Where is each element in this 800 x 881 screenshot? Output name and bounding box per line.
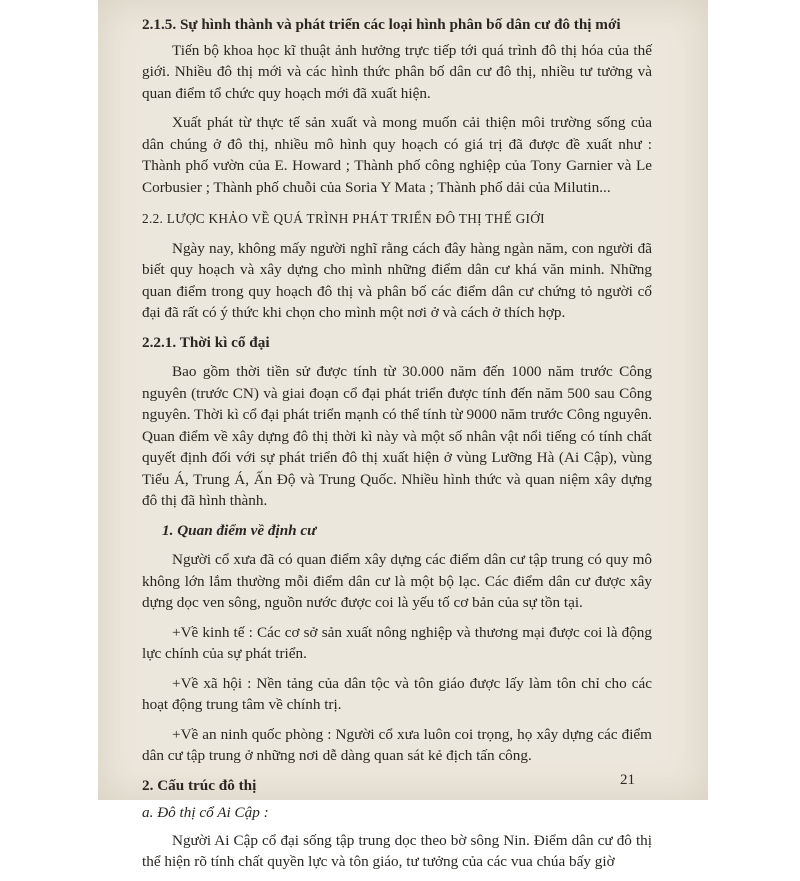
paragraph: +Về xã hội : Nền tảng của dân tộc và tôn giáo được lấy làm tôn chỉ cho các hoạt động trung tâm về chính trị. xyxy=(142,674,652,713)
section-heading-2-2: 2.2. LƯỢC KHẢO VỀ QUÁ TRÌNH PHÁT TRIỂN ĐÔ THỊ THẾ GIỚI xyxy=(142,211,545,226)
paragraph: +Về kinh tế : Các cơ sở sản xuất nông nghiệp và thương mại được coi là động lực chính của sự phát triển. xyxy=(142,623,652,662)
paragraph: Người Ai Cập cổ đại sống tập trung dọc theo bờ sông Nin. Điểm dân cư đô thị thể hiện rõ tính chất quyền lực và tôn giáo, tư tưởng của các vua chúa bấy giờ xyxy=(142,831,652,870)
paragraph: Bao gồm thời tiền sử được tính từ 30.000 năm đến 1000 năm trước Công nguyên (trước CN) và giai đoạn cổ đại phát triển được tính đến năm 500 sau Công nguyên. Thời kì cổ đại phát triển mạnh có thể tính từ 9000 năm trước Công nguyên. Quan điểm về xây dựng đô thị thời kì này và một số nhân vật nổi tiếng có tính chất quyết định đối với sự phát triển đô thị xuất hiện ở vùng Lưỡng Hà (Ai Cập), vùng Tiểu Á, Trung Á, Ấn Độ và Trung Quốc. Nhiều hình thức và quan niệm xây dựng đô thị đã hình thành. xyxy=(142,363,652,509)
page-number: 21 xyxy=(620,772,635,788)
subheading-quan-diem: 1. Quan điểm về định cư xyxy=(162,521,317,539)
section-heading-2-1-5: 2.1.5. Sự hình thành và phát triển các loại hình phân bố dân cư đô thị mới xyxy=(142,16,621,33)
paragraph: Người cổ xưa đã có quan điểm xây dựng các điểm dân cư tập trung có quy mô không lớn lắm thường mỗi điểm dân cư là một bộ lạc. Các điểm dân cư được xây dựng dọc ven sông, nguồn nước được coi là yếu tố cơ bản của sự tồn tại. xyxy=(142,551,652,611)
paragraph: Tiến bộ khoa học kĩ thuật ảnh hưởng trực tiếp tới quá trình đô thị hóa của thế giới. Nhiều đô thị mới và các hình thức phân bố dân cư đô thị, nhiều tư tưởng và quan điểm tổ chức quy hoạch mới đã xuất hiện. xyxy=(142,41,652,102)
page-content xyxy=(142,14,652,881)
paragraph: Xuất phát từ thực tế sản xuất và mong muốn cải thiện môi trường sống của dân chúng ở đô thị, nhiều mô hình quy hoạch có giá trị đã được đề xuất như : Thành phố vườn của E. Howard ; Thành phố công nghiệp của Tony Garnier và Le Corbusier ; Thành phố chuỗi của Soria Y Mata ; Thành phố dải của Milutin... xyxy=(142,114,652,196)
subheading-cau-truc: 2. Cấu trúc đô thị xyxy=(142,776,257,794)
subheading-ai-cap: a. Đô thị cổ Ai Cập : xyxy=(142,804,269,821)
paragraph: Ngày nay, không mấy người nghĩ rằng cách đây hàng ngàn năm, con người đã biết quy hoạch và xây dựng cho mình những điểm dân cư khá văn minh. Những quan điểm trong quy hoạch đô thị và phân bố các điểm dân cư chứng tỏ người cổ đại đã rất có ý thức khi chọn cho mình một nơi ở và cách ở thích hợp. xyxy=(142,239,652,321)
subsection-heading-2-2-1: 2.2.1. Thời kì cổ đại xyxy=(142,333,270,351)
paragraph: +Về an ninh quốc phòng : Người cổ xưa luôn coi trọng, họ xây dựng các điểm dân cư tập trung ở những nơi dễ dàng quan sát kẻ địch tấn công. xyxy=(142,725,652,764)
